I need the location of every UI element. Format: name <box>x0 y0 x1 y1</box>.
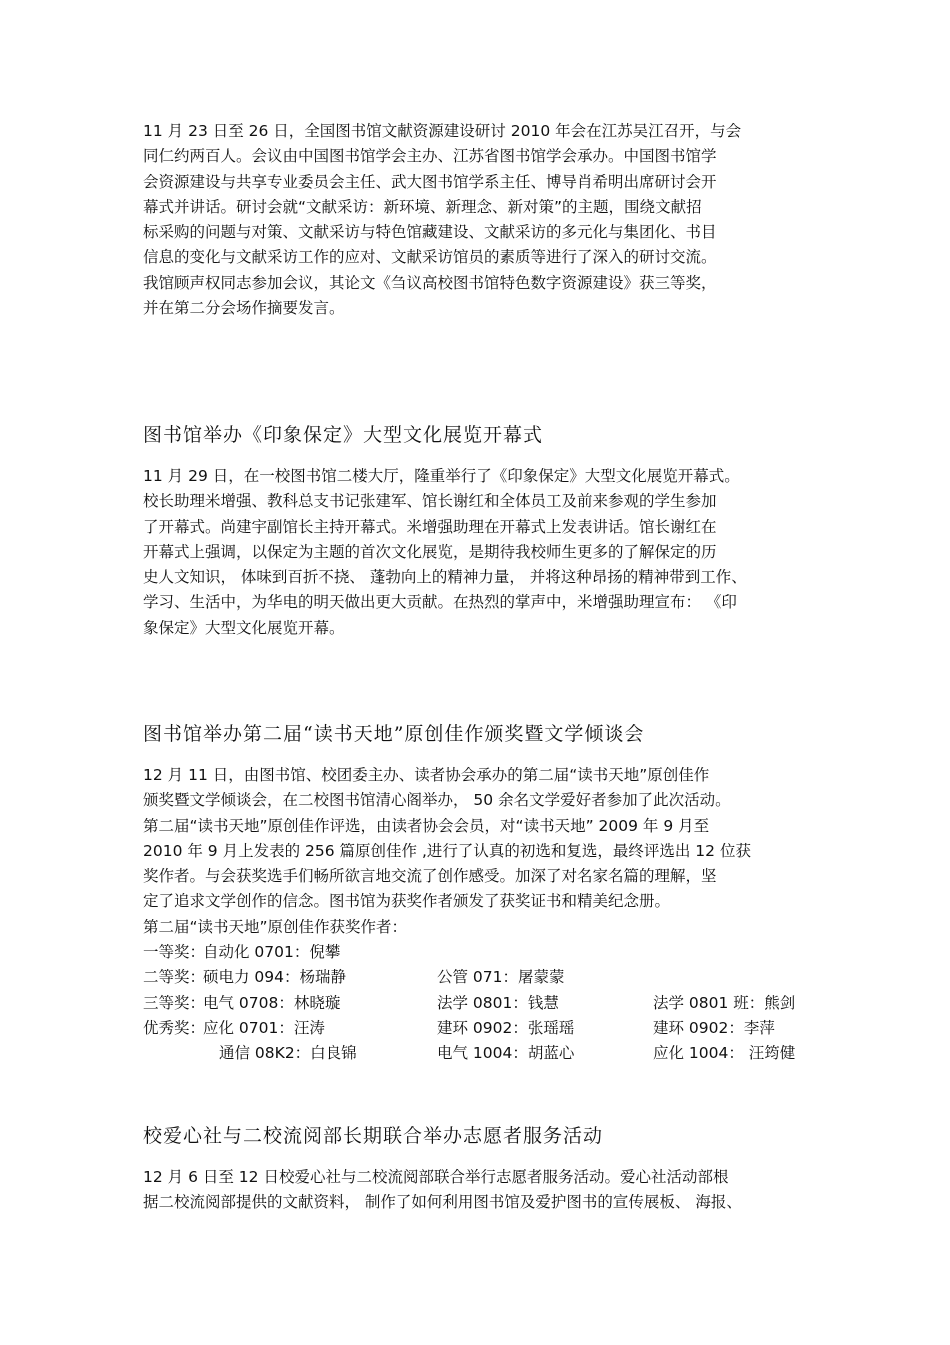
paragraph-line: 象保定》大型文化展览开幕。 <box>143 618 345 637</box>
award-level: 三等奖： <box>143 993 206 1012</box>
award-level: 优秀奖： <box>143 1018 206 1037</box>
paragraph-line: 学习、生活中，为华电的明天做出更大贡献。在热烈的掌声中，米增强助理宣布： 《印 <box>143 593 737 612</box>
award-winner: 通信 08K2：白良锦 <box>219 1044 357 1063</box>
award-winner: 法学 0801：钱慧 <box>437 993 559 1012</box>
article-exhibition-opening <box>143 423 863 641</box>
paragraph-line: 据二校流阅部提供的文献资料， 制作了如何利用图书馆及爱护图书的宣传展板、 海报、 <box>143 1193 742 1212</box>
paragraph-line: 12 月 11 日，由图书馆、校团委主办、读者协会承办的第二届“读书天地”原创佳作 <box>143 766 710 784</box>
article-heading: 图书馆举办《印象保定》大型文化展览开幕式 <box>143 424 544 446</box>
award-row-excellence <box>143 1016 863 1041</box>
award-winner: 电气 1004：胡蓝心 <box>437 1044 575 1063</box>
award-level: 二等奖： <box>143 968 206 987</box>
paragraph-line: 同仁约两百人。会议由中国图书馆学会主办、江苏省图书馆学会承办。中国图书馆学 <box>143 147 717 166</box>
paragraph-line: 标采购的问题与对策、文献采访与特色馆藏建设、文献采访的多元化与集团化、书目 <box>143 223 717 242</box>
paragraph-line: 12 月 6 日至 12 日校爱心社与二校流阅部联合举行志愿者服务活动。爱心社活动部根 <box>143 1168 729 1186</box>
award-winner: 建环 0902：张瑶瑶 <box>437 1018 575 1037</box>
paragraph-line: 颁奖暨文学倾谈会，在二校图书馆清心阁举办， 50 余名文学爱好者参加了此次活动。 <box>143 791 731 810</box>
award-winner: 自动化 0701：倪攀 <box>203 943 341 962</box>
paragraph-line: 11 月 29 日，在一校图书馆二楼大厅，隆重举行了《印象保定》大型文化展览开幕式。 <box>143 467 740 485</box>
award-row-excellence-cont <box>143 1041 863 1066</box>
award-row-first <box>143 940 863 965</box>
paragraph-line: 第二届“读书天地”原创佳作评选，由读者协会会员，对“读书天地” 2009 年 9 月至 <box>143 816 710 835</box>
article-heading: 校爱心社与二校流阅部长期联合举办志愿者服务活动 <box>143 1125 604 1147</box>
award-winner: 应化 1004： 汪筠健 <box>653 1044 796 1063</box>
paragraph-line: 定了追求文学创作的信念。图书馆为获奖作者颁发了获奖证书和精美纪念册。 <box>143 892 671 911</box>
paragraph-line: 11 月 23 日至 26 日，全国图书馆文献资源建设研讨 2010 年会在江苏吴江召开，与会 <box>143 122 742 140</box>
award-row-second <box>143 965 863 990</box>
paragraph-line: 2010 年 9 月上发表的 256 篇原创佳作 ,进行了认真的初选和复选，最终评选出 12 位获 <box>143 841 751 860</box>
article-heading: 图书馆举办第二届“读书天地”原创佳作颁奖暨文学倾谈会 <box>143 723 645 745</box>
award-level: 一等奖： <box>143 943 206 962</box>
award-row-third <box>143 991 863 1016</box>
award-winner: 公管 071：屠蒙蒙 <box>437 968 565 987</box>
paragraph-line: 第二届“读书天地”原创佳作获奖作者： <box>143 917 408 936</box>
award-winner: 电气 0708：林晓璇 <box>203 993 341 1012</box>
article-reading-awards <box>143 722 863 1067</box>
award-winner: 建环 0902：李萍 <box>653 1018 775 1037</box>
paragraph-line: 了开幕式。尚建宇副馆长主持开幕式。米增强助理在开幕式上发表讲话。馆长谢红在 <box>143 517 717 536</box>
paragraph-line: 我馆顾声权同志参加会议，其论文《刍议高校图书馆特色数字资源建设》获三等奖， <box>143 273 717 292</box>
paragraph-line: 校长助理米增强、教科总支书记张建军、馆长谢红和全体员工及前来参观的学生参加 <box>143 492 717 511</box>
paragraph-line: 并在第二分会场作摘要发言。 <box>143 299 345 318</box>
award-winner: 硕电力 094：杨瑞静 <box>203 968 347 987</box>
paragraph-line: 幕式并讲话。研讨会就“文献采访：新环境、新理念、新对策”的主题，围绕文献招 <box>143 197 702 216</box>
paragraph-line: 信息的变化与文献采访工作的应对、文献采访馆员的素质等进行了深入的研讨交流。 <box>143 248 717 267</box>
paragraph-line: 史人文知识， 体味到百折不挠、 蓬勃向上的精神力量， 并将这种昂扬的精神带到工作、 <box>143 568 747 587</box>
article-literature-seminar <box>143 119 863 321</box>
award-winner: 法学 0801 班：熊剑 <box>653 993 796 1012</box>
award-winner: 应化 0701：汪涛 <box>203 1018 325 1037</box>
paragraph-line: 奖作者。与会获奖选手们畅所欲言地交流了创作感受。加深了对名家名篇的理解，坚 <box>143 867 717 886</box>
article-volunteer-service <box>143 1124 863 1216</box>
paragraph-line: 会资源建设与共享专业委员会主任、武大图书馆学系主任、博导肖希明出席研讨会开 <box>143 172 717 191</box>
paragraph-line: 开幕式上强调，以保定为主题的首次文化展览，是期待我校师生更多的了解保定的历 <box>143 542 717 561</box>
